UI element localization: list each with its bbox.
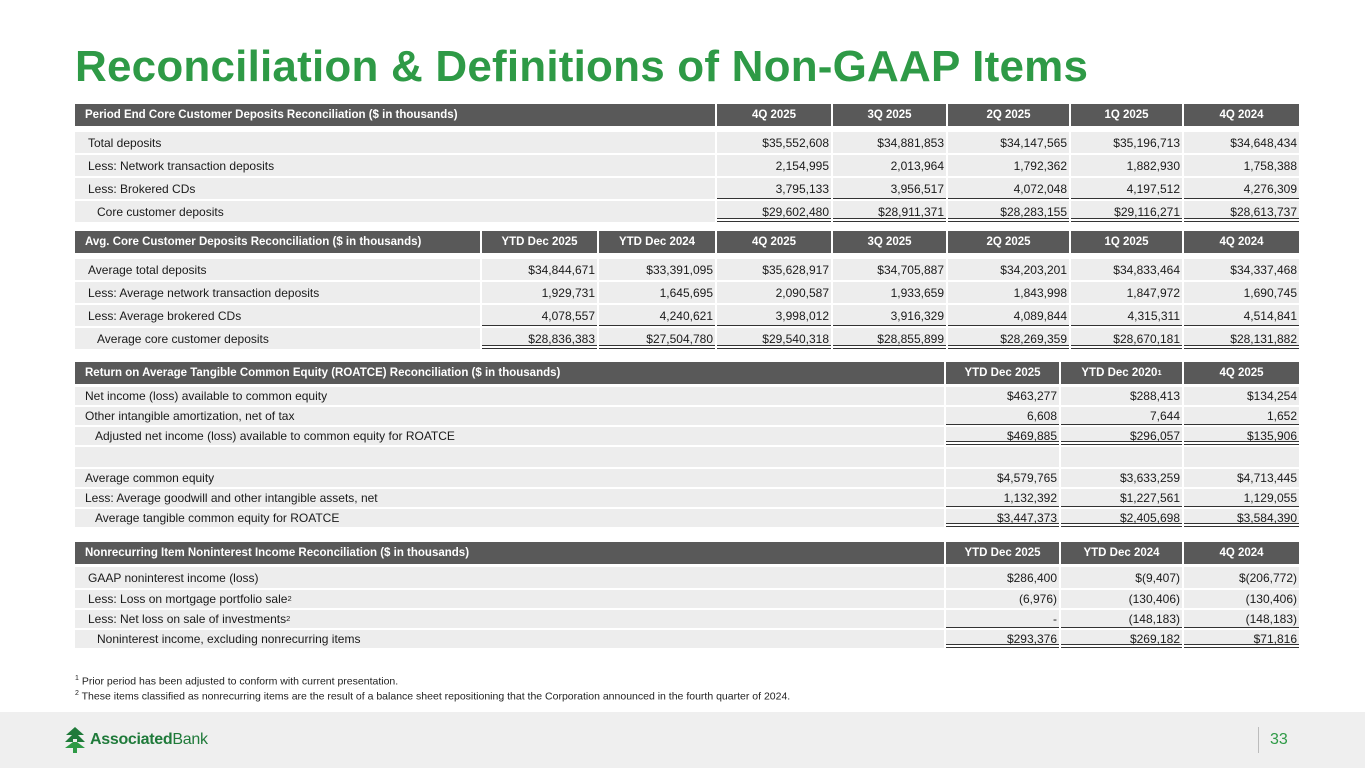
cell: $28,836,383 (480, 328, 597, 349)
column-header: 3Q 2025 (831, 231, 946, 253)
cell: 1,847,972 (1069, 282, 1182, 303)
cell: 6,608 (944, 407, 1059, 425)
cell: $3,584,390 (1182, 509, 1299, 527)
row-label: Other intangible amortization, net of tax (85, 409, 295, 423)
cell: $3,447,373 (944, 509, 1059, 527)
cell: $288,413 (1059, 387, 1182, 405)
row-label: Less: Loss on mortgage portfolio sale 2 (88, 592, 292, 606)
table-title: Avg. Core Customer Deposits Reconciliation ($ in thousands) (85, 236, 422, 248)
cell: $4,713,445 (1182, 469, 1299, 487)
row-label: Average common equity (85, 471, 215, 485)
page-number-divider (1258, 727, 1259, 753)
footnote-2: $^2$ These items classified as nonrecurring items are the result of a balance sheet repositioning that the Corporation announced in the fourth quarter of 2024. (75, 690, 791, 703)
cell: $34,833,464 (1069, 259, 1182, 280)
row-label: Net income (loss) available to common equity (85, 389, 328, 403)
row-label: Less: Network transaction deposits (88, 158, 275, 173)
column-header: YTD Dec 2025 (480, 231, 597, 253)
cell: 2,090,587 (715, 282, 831, 303)
column-header: 2Q 2025 (946, 231, 1069, 253)
cell: $28,911,371 (831, 201, 946, 222)
nonrecurring-noninterest-income-table (75, 542, 1299, 650)
cell: $134,254 (1182, 387, 1299, 405)
cell: 2,154,995 (715, 155, 831, 176)
cell: $469,885 (944, 427, 1059, 445)
cell: $28,855,899 (831, 328, 946, 349)
table-row (75, 201, 1299, 224)
table-row (75, 630, 1299, 650)
cell: 4,072,048 (946, 178, 1069, 199)
cell: - (944, 610, 1059, 628)
column-header: 4Q 2025 (715, 231, 831, 253)
column-header: 3Q 2025 (831, 104, 946, 126)
table-header (75, 231, 1299, 253)
cell: $34,337,468 (1182, 259, 1299, 280)
cell: (148,183) (1182, 610, 1299, 628)
row-label: Less: Brokered CDs (88, 181, 196, 196)
column-header: 1Q 2025 (1069, 231, 1182, 253)
column-header: YTD Dec 2025 (944, 362, 1059, 384)
cell: (130,406) (1182, 590, 1299, 608)
cell: $34,147,565 (946, 132, 1069, 153)
column-header: 1Q 2025 (1069, 104, 1182, 126)
table-row (75, 328, 1299, 351)
table-row (75, 387, 1299, 407)
cell: $463,277 (944, 387, 1059, 405)
column-header: 2Q 2025 (946, 104, 1069, 126)
table-title: Period End Core Customer Deposits Reconciliation ($ in thousands) (85, 109, 458, 121)
cell: 4,315,311 (1069, 305, 1182, 326)
row-label: Average total deposits (88, 262, 207, 277)
cell: 1,129,055 (1182, 489, 1299, 507)
cell: $28,613,737 (1182, 201, 1299, 222)
table-row-spacer (75, 447, 1299, 469)
roatce-table (75, 362, 1299, 529)
cell: $35,552,608 (715, 132, 831, 153)
cell: $33,391,095 (597, 259, 715, 280)
table-header (75, 362, 1299, 384)
cell (1182, 447, 1299, 467)
cell: 3,795,133 (715, 178, 831, 199)
cell: $34,203,201 (946, 259, 1069, 280)
cell: $293,376 (944, 630, 1059, 648)
cell: 7,644 (1059, 407, 1182, 425)
row-label: Less: Average goodwill and other intangible assets, net (85, 491, 378, 505)
logo-name-light: Bank (172, 731, 208, 748)
cell: $71,816 (1182, 630, 1299, 648)
avg-core-deposits-table (75, 231, 1299, 351)
table-row (75, 469, 1299, 489)
cell: 3,916,329 (831, 305, 946, 326)
row-label: GAAP noninterest income (loss) (88, 570, 259, 585)
cell: $28,131,882 (1182, 328, 1299, 349)
cell: $28,283,155 (946, 201, 1069, 222)
row-label (75, 447, 944, 467)
row-label: Less: Net loss on sale of investments 2 (88, 612, 291, 626)
cell: 1,882,930 (1069, 155, 1182, 176)
table-row (75, 259, 1299, 282)
cell: $(206,772) (1182, 567, 1299, 588)
associated-bank-logo (64, 727, 208, 753)
footnote-1: $^1$ Prior period has been adjusted to conform with current presentation. (75, 675, 399, 688)
row-label: Noninterest income, excluding nonrecurring items (97, 632, 361, 646)
column-header: YTD Dec 2024 (597, 231, 715, 253)
table-header (75, 104, 1299, 126)
table-row (75, 178, 1299, 201)
cell: 4,240,621 (597, 305, 715, 326)
page-title: Reconciliation & Definitions of Non-GAAP Items (75, 42, 1089, 91)
column-header: YTD Dec 2020 1 (1059, 362, 1182, 384)
logo-name-bold: Associated (90, 731, 173, 748)
column-header: 4Q 2025 (1182, 362, 1299, 384)
row-label: Average core customer deposits (97, 331, 269, 346)
period-end-core-deposits-table (75, 104, 1299, 224)
cell: $29,602,480 (715, 201, 831, 222)
column-header: 4Q 2024 (1182, 231, 1299, 253)
row-label: Less: Average network transaction deposits (88, 285, 320, 300)
table-row (75, 567, 1299, 590)
cell: 1,690,745 (1182, 282, 1299, 303)
row-label: Less: Average brokered CDs (88, 308, 242, 323)
cell: $29,116,271 (1069, 201, 1182, 222)
cell: $28,670,181 (1069, 328, 1182, 349)
cell: $34,705,887 (831, 259, 946, 280)
cell: 2,013,964 (831, 155, 946, 176)
table-title: Nonrecurring Item Noninterest Income Reconciliation ($ in thousands) (85, 547, 470, 559)
cell: $29,540,318 (715, 328, 831, 349)
cell: $34,844,671 (480, 259, 597, 280)
cell: $34,648,434 (1182, 132, 1299, 153)
row-label: Total deposits (88, 135, 162, 150)
cell: 3,998,012 (715, 305, 831, 326)
cell: 1,652 (1182, 407, 1299, 425)
cell: $28,269,359 (946, 328, 1069, 349)
cell: $2,405,698 (1059, 509, 1182, 527)
cell (1059, 447, 1182, 467)
cell: 4,514,841 (1182, 305, 1299, 326)
tree-logo-icon (64, 727, 86, 753)
table-row (75, 590, 1299, 610)
cell: 1,792,362 (946, 155, 1069, 176)
cell: 1,645,695 (597, 282, 715, 303)
table-row (75, 427, 1299, 447)
cell: $4,579,765 (944, 469, 1059, 487)
row-label: Average tangible common equity for ROATCE (95, 511, 340, 525)
column-header: YTD Dec 2024 (1059, 542, 1182, 564)
cell: $35,196,713 (1069, 132, 1182, 153)
table-row (75, 489, 1299, 509)
column-header: 4Q 2024 (1182, 542, 1299, 564)
page-number: 33 (1270, 731, 1288, 748)
table-row (75, 155, 1299, 178)
cell: 1,758,388 (1182, 155, 1299, 176)
cell: 1,933,659 (831, 282, 946, 303)
cell: 1,132,392 (944, 489, 1059, 507)
cell: $35,628,917 (715, 259, 831, 280)
table-header (75, 542, 1299, 564)
cell: $296,057 (1059, 427, 1182, 445)
cell: 1,929,731 (480, 282, 597, 303)
cell: $286,400 (944, 567, 1059, 588)
cell: $135,906 (1182, 427, 1299, 445)
cell: 4,089,844 (946, 305, 1069, 326)
cell: 4,276,309 (1182, 178, 1299, 199)
table-row (75, 132, 1299, 155)
cell: $27,504,780 (597, 328, 715, 349)
cell: $3,633,259 (1059, 469, 1182, 487)
cell: 4,078,557 (480, 305, 597, 326)
column-header: YTD Dec 2025 (944, 542, 1059, 564)
row-label: Core customer deposits (97, 204, 224, 219)
table-row (75, 610, 1299, 630)
cell: $1,227,561 (1059, 489, 1182, 507)
table-row (75, 305, 1299, 328)
cell (944, 447, 1059, 467)
cell: $34,881,853 (831, 132, 946, 153)
column-header: 4Q 2025 (715, 104, 831, 126)
table-title: Return on Average Tangible Common Equity (ROATCE) Reconciliation ($ in thousands) (85, 367, 561, 379)
cell: 1,843,998 (946, 282, 1069, 303)
cell: $(9,407) (1059, 567, 1182, 588)
cell: (148,183) (1059, 610, 1182, 628)
row-label: Adjusted net income (loss) available to common equity for ROATCE (95, 429, 455, 443)
cell: 3,956,517 (831, 178, 946, 199)
cell: $269,182 (1059, 630, 1182, 648)
table-row (75, 407, 1299, 427)
cell: 4,197,512 (1069, 178, 1182, 199)
column-header: 4Q 2024 (1182, 104, 1299, 126)
table-row (75, 282, 1299, 305)
cell: (130,406) (1059, 590, 1182, 608)
cell: (6,976) (944, 590, 1059, 608)
table-row (75, 509, 1299, 529)
